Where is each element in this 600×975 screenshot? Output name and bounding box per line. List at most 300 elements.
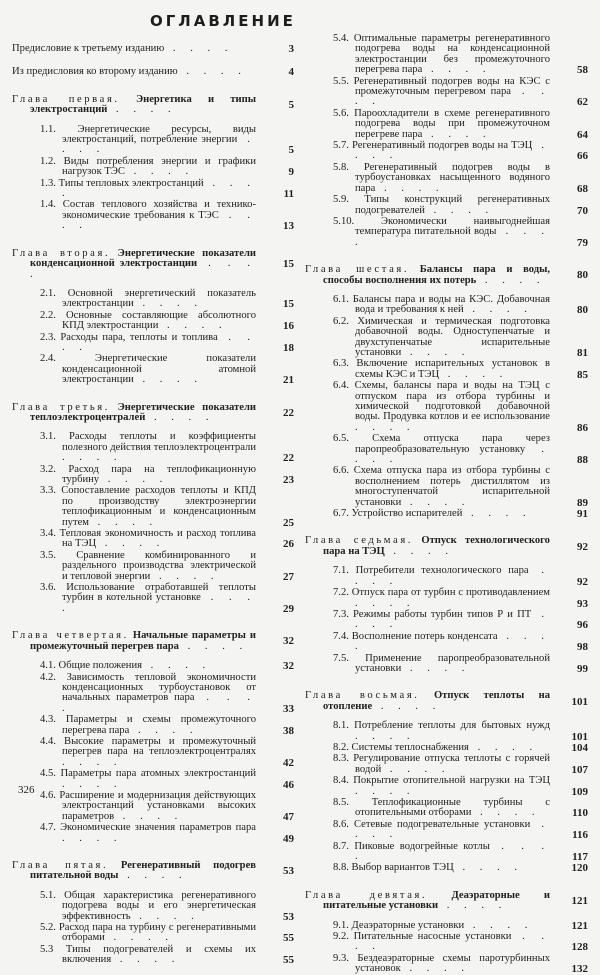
section-number: 3.6. [40, 582, 56, 594]
chapter-entry [12, 249, 294, 280]
dot-leader: . . . . [124, 166, 195, 178]
chapter-title: Регенеративный подогрев питательной воды [30, 860, 256, 882]
chapter-entry [12, 95, 294, 116]
section-entry [12, 465, 294, 486]
dot-leader: . . . . [355, 785, 416, 797]
entry-title [12, 249, 270, 280]
section-entry [12, 551, 294, 582]
page-ref: 121 [571, 919, 588, 932]
entry-title [40, 715, 270, 736]
chapter-entry [305, 691, 588, 712]
dot-leader: . . . . [142, 660, 212, 672]
page-ref: 38 [283, 724, 294, 737]
page-ref: 21 [283, 374, 294, 387]
page-ref: 4 [288, 66, 294, 79]
section-entry [305, 295, 588, 316]
chapter-label: Глава шестая. [305, 264, 410, 276]
dot-leader: . . . . [372, 700, 442, 712]
dot-leader: . . . . [438, 900, 508, 912]
entry-title [333, 195, 564, 216]
section-number: 5.9. [333, 194, 349, 206]
page-ref: 32 [283, 660, 294, 673]
dot-leader: . . . . [114, 810, 184, 822]
dot-leader: . . . . [62, 692, 256, 714]
section-number: 4.1. [40, 660, 56, 672]
section-entry [12, 769, 294, 790]
section-title: Устройство испарителей [351, 508, 463, 520]
section-entry [305, 820, 588, 841]
dot-leader: . . . . [401, 496, 471, 508]
section-entry [305, 381, 588, 433]
entry-title [333, 295, 564, 316]
entry-title [333, 109, 564, 140]
chapter-entry [12, 631, 294, 652]
section-entry [305, 109, 588, 140]
section-number: 8.1. [333, 720, 349, 732]
section-number: 9.1. [333, 919, 349, 931]
section-number: 4.3. [40, 714, 56, 726]
dot-leader: . . . . [129, 724, 199, 736]
entry-title [333, 317, 564, 359]
entry-title [40, 769, 270, 790]
section-number: 2.3. [40, 331, 56, 343]
page-ref: 98 [577, 641, 588, 654]
section-title: Пароохладители в схеме регенеративного подогрева воды при промежуточном перегреве пара [354, 107, 550, 140]
entry-title [40, 923, 270, 944]
section-entry [305, 921, 588, 931]
section-title: Химическая и термическая подготовка добавочной воды. Одноступенчатые и двухступенчатые испарительные установки [355, 315, 551, 358]
page-title: ОГЛАВЛЕНИЕ [150, 12, 296, 30]
entry-title [40, 583, 270, 614]
section-title: Выбор вариантов ТЭЦ [351, 862, 454, 874]
dot-leader: . . . . [355, 86, 550, 108]
page-ref: 5 [288, 144, 294, 157]
section-entry [305, 842, 588, 863]
dot-leader: . . . . [111, 954, 181, 966]
section-title: Режимы работы турбин типов Р и ПТ [353, 608, 532, 620]
section-title: Расход пара на турбину с регенеративными отборами [58, 922, 256, 944]
dot-leader: . . . . [164, 43, 234, 54]
section-entry [12, 354, 294, 385]
entry-title [40, 289, 270, 310]
toc-column-right [305, 25, 588, 975]
dot-leader: . . . . [62, 209, 257, 232]
page-ref: 58 [577, 64, 588, 77]
chapter-title: Энергетические показатели теплоэлектроцентралей [30, 401, 256, 423]
page-ref: 128 [571, 941, 588, 954]
chapter-entry [12, 861, 294, 882]
section-title: Использование отработавшей теплоты турбин в котельной установке [62, 582, 257, 604]
chapter-label: Глава восьмая. [305, 690, 420, 702]
section-number: 4.6. [40, 789, 56, 801]
section-entry [12, 311, 294, 332]
entry-title [333, 754, 564, 775]
dot-leader: . . . . [62, 331, 257, 353]
page-ref: 16 [283, 320, 294, 333]
entry-title [12, 861, 270, 882]
section-number: 5.7. [333, 140, 349, 152]
section-title: Балансы пара и воды на КЭС. Добавочная вода и требования к ней [352, 293, 550, 316]
dot-leader: . . . . [401, 662, 471, 674]
entry-title [40, 125, 270, 156]
page-ref: 5 [288, 99, 294, 112]
dot-leader: . . . . [384, 545, 454, 557]
entry-title [333, 34, 564, 76]
dot-leader: . . . . [89, 516, 159, 528]
section-number: 4.5. [40, 768, 56, 780]
dot-leader: . . . . [145, 411, 215, 423]
dot-leader: . . . . [30, 258, 257, 280]
section-title: Регенеративный подогрев воды на КЭС с промежуточным перегревом пара [353, 75, 550, 98]
section-title: Теплофикационные турбины с отопительными отборами [355, 797, 550, 819]
section-entry [12, 715, 294, 736]
section-title: Высокие параметры и промежуточный перегрев пара на теплоэлектроцентралях [62, 735, 256, 758]
section-title: Схема отпуска пара через паропреобразовательную установку [355, 433, 550, 455]
page-ref: 121 [571, 895, 588, 908]
section-title: Зависимость тепловой экономичности конденсационных турбоустановок от начальных параметров пара [62, 671, 256, 704]
page-ref: 85 [577, 368, 588, 381]
section-entry [12, 289, 294, 310]
page-ref: 81 [577, 346, 588, 359]
section-number: 2.2. [40, 309, 56, 321]
dot-leader: . . . . [177, 66, 247, 78]
page-ref: 93 [577, 597, 588, 610]
chapter-title: Отпуск технологического пара на ТЭЦ [323, 535, 550, 557]
dot-leader: . . . . [355, 630, 551, 653]
section-number: 6.1. [333, 293, 349, 305]
entry-title [305, 691, 564, 712]
section-entry [305, 721, 588, 742]
dot-leader: . . . . [462, 508, 532, 520]
dot-leader: . . . . [422, 64, 492, 76]
section-entry [12, 791, 294, 822]
dot-leader: . . . . [104, 932, 175, 944]
entry-title [333, 921, 564, 931]
page-ref: 117 [572, 851, 588, 864]
section-entry [305, 932, 588, 953]
entry-title [333, 743, 564, 753]
entry-title [40, 737, 270, 768]
page-ref: 47 [283, 810, 294, 823]
section-number: 7.4. [333, 630, 349, 642]
entry-title [40, 311, 270, 332]
section-number: 8.2. [333, 741, 349, 753]
section-number: 8.6. [333, 818, 349, 830]
entry-title [333, 610, 564, 631]
section-number: 5.8. [333, 161, 349, 173]
section-entry [305, 654, 588, 675]
page-ref: 68 [577, 182, 588, 195]
dot-leader: . . . . [62, 778, 123, 790]
entry-title [40, 179, 270, 200]
page-ref: 107 [571, 763, 588, 776]
section-entry [305, 466, 588, 508]
page-ref: 11 [283, 188, 294, 201]
section-entry [12, 661, 294, 671]
chapter-label: Глава первая. [12, 93, 120, 105]
section-title: Виды потребления энергии и графики нагрузок ТЭС [62, 155, 256, 178]
chapter-title: Деаэраторные и питательные установки [323, 889, 550, 912]
entry-title [333, 566, 564, 587]
section-title: Типы тепловых электростанций [58, 177, 204, 189]
dot-leader: . . . . [453, 862, 524, 874]
section-title: Включение испарительных установок в схемы КЭС и ТЭЦ [355, 358, 550, 380]
section-number: 4.7. [40, 822, 56, 834]
chapter-label: Глава четвертая. [12, 630, 129, 642]
section-entry [12, 333, 294, 354]
page-ref: 79 [577, 236, 588, 249]
dot-leader: . . . . [355, 140, 551, 162]
section-title: Применение паропреобразовательной установки [355, 652, 550, 674]
entry-title [40, 529, 270, 550]
entry-title [333, 381, 564, 433]
dot-leader: . . . . [400, 963, 470, 975]
section-title: Регенеративный подогрев воды в турбоустановках насыщенного водяного пара [355, 161, 550, 194]
page-ref: 96 [577, 619, 588, 632]
section-number: 4.4. [40, 735, 56, 747]
section-number: 3.1. [40, 431, 56, 443]
section-number: 1.2. [40, 155, 56, 167]
chapter-label: Глава третья. [12, 401, 110, 413]
dot-leader: . . . . [158, 320, 228, 332]
section-number: 6.6. [333, 465, 349, 477]
section-title: Основной энергетический показатель электростанции [62, 287, 256, 310]
entry-title [333, 654, 564, 675]
section-title: Основные составляющие абсолютного КПД электростанции [62, 309, 256, 332]
dot-leader: . . . . [62, 134, 256, 156]
dot-leader: . . . . [96, 538, 166, 550]
entry-title [40, 791, 270, 822]
page-ref: 42 [283, 756, 294, 769]
section-number: 5.6. [333, 107, 349, 119]
dot-leader: . . . . [62, 177, 256, 200]
section-title: Сравнение комбинированного и раздельного производства электрической и тепловой энергии [62, 549, 256, 582]
entry-title [305, 891, 564, 912]
entry-title [40, 945, 270, 966]
page-ref: 15 [283, 258, 294, 271]
section-title: Параметры и схемы промежуточного перегрева пара [62, 714, 256, 736]
section-entry [305, 195, 588, 216]
entry-title [333, 217, 564, 248]
page-ref: 92 [577, 540, 588, 553]
section-entry [12, 200, 294, 231]
page-ref: 55 [283, 932, 294, 945]
section-number: 6.5. [333, 433, 349, 445]
section-title: Отпуск пара от турбин с противодавлением [351, 587, 550, 599]
section-entry [12, 157, 294, 178]
entry-title [40, 551, 270, 582]
entry-title [40, 661, 270, 671]
dot-leader: . . . . [355, 730, 416, 742]
dot-leader: . . . . [355, 443, 550, 466]
section-entry [305, 588, 588, 609]
entry-title [333, 163, 564, 194]
section-title: Расход пара на теплофикационную турбину [62, 463, 256, 485]
dot-leader: . . . . [150, 570, 220, 582]
dot-leader: . . . . [464, 919, 534, 931]
page-ref: 25 [283, 516, 294, 529]
entry-text: Предисловие к третьему изданию [12, 43, 165, 54]
section-entry [305, 566, 588, 587]
section-entry [12, 125, 294, 156]
section-number: 8.8. [333, 862, 349, 874]
page-ref: 80 [577, 304, 588, 317]
entry-title [333, 77, 564, 108]
section-title: Расходы пара, теплоты и топлива [60, 331, 218, 343]
section-title: Схемы, балансы пара и воды на ТЭЦ с отпуском пара из отбора турбины и химической подготовкой добавочной воды. Продувка котлов и ее использование [354, 380, 550, 423]
section-title: Регенеративный подогрев воды на ТЭЦ [352, 140, 533, 152]
entry-title [40, 157, 270, 178]
section-entry [305, 509, 588, 519]
section-title: Расширение и модернизация действующих электростанций установками высоких параметров [59, 789, 256, 822]
page-ref: 70 [577, 204, 588, 217]
toc-column-left [12, 40, 294, 966]
section-number: 3.2. [40, 463, 56, 475]
page-ref: 116 [572, 829, 588, 842]
section-number: 1.3. [40, 177, 56, 189]
page-ref: 27 [283, 570, 294, 583]
page-ref: 53 [283, 865, 294, 878]
section-number: 6.4. [333, 380, 349, 392]
entry-title [40, 432, 270, 463]
page-ref: 13 [283, 220, 294, 233]
section-entry [12, 583, 294, 614]
page-ref: 32 [283, 635, 294, 648]
page-ref: 23 [283, 474, 294, 486]
page-ref: 104 [571, 741, 588, 754]
dot-leader: . . . . [355, 818, 551, 841]
section-number: 5.2. [40, 922, 56, 934]
page-ref: 80 [577, 269, 588, 282]
section-entry [305, 217, 588, 248]
page-ref: 15 [283, 298, 294, 311]
page-ref: 101 [571, 730, 588, 743]
section-entry [12, 737, 294, 768]
entry-title [40, 673, 270, 715]
entry-title [333, 721, 564, 742]
page-ref: 91 [577, 508, 588, 521]
section-number: 5.10. [333, 215, 355, 227]
section-entry [305, 954, 588, 975]
page-ref: 101 [571, 695, 588, 708]
section-number: 5.4. [333, 33, 349, 44]
entry-title [12, 631, 270, 652]
section-entry [305, 359, 588, 380]
chapter-title: Энергетика и типы электростанций [30, 93, 257, 116]
entry-title [40, 891, 270, 922]
page-ref: 53 [283, 910, 294, 923]
page-ref: 33 [283, 702, 294, 715]
entry-title [333, 632, 564, 653]
section-entry [305, 610, 588, 631]
section-number: 1.1. [40, 123, 56, 135]
section-entry [305, 754, 588, 775]
section-entry [12, 923, 294, 944]
section-number: 6.2. [333, 315, 349, 327]
section-entry [305, 34, 588, 76]
chapter-label: Глава пятая. [12, 860, 109, 871]
section-title: Общая характеристика регенеративного подогрева воды и его энергетическая эффективность [62, 889, 256, 922]
chapter-title: Балансы пара и воды, способы восполнения их потерь [323, 264, 550, 286]
section-number: 6.3. [333, 358, 349, 370]
entry-title [12, 403, 270, 424]
chapter-entry [12, 403, 294, 424]
section-entry [12, 179, 294, 200]
dot-leader: . . . . [99, 474, 169, 485]
entry-title [305, 536, 564, 557]
chapter-label: Глава вторая. [12, 247, 111, 259]
section-title: Состав теплового хозяйства и технико-экономические требования к ТЭС [62, 199, 256, 221]
entry-title [333, 141, 564, 162]
page-ref: 92 [577, 575, 588, 588]
section-title: Экономически наивыгоднейшая температура питательной воды [355, 215, 550, 238]
section-number: 5.5. [333, 75, 349, 87]
section-title: Сопоставление расходов теплоты и КПД по производству электроэнергии теплофикационным и конденсационным путем [61, 485, 256, 528]
section-title: Сетевые подогревательные установки [353, 818, 531, 830]
section-title: Регулирование отпуска теплоты с горячей водой [353, 753, 550, 775]
section-title: Типы подогревателей и схемы их включения [62, 943, 256, 966]
section-title: Схема отпуска пара из отбора турбины с восполнением потерь дистиллятом из многоступенчатой испарительной установки [353, 465, 551, 508]
section-entry [305, 863, 588, 873]
page-ref: 49 [283, 832, 294, 845]
entry-title [333, 820, 564, 841]
section-number: 8.7. [333, 840, 349, 852]
section-entry [305, 77, 588, 108]
section-number: 3.3. [40, 485, 56, 497]
section-title: Типы конструкций регенеративных подогревателей [355, 194, 550, 216]
section-title: Параметры пара атомных электростанций [60, 768, 256, 780]
section-title: Энергетические показатели конденсационной атомной электростанции [62, 353, 256, 386]
section-title: Расходы теплоты и коэффициенты полезного действия теплоэлектроцентрали [62, 431, 256, 453]
entry-title [40, 354, 270, 385]
page-ref: 109 [571, 785, 588, 798]
entry-title [333, 842, 564, 863]
page-ref: 86 [577, 421, 588, 434]
section-number: 5.3 [40, 943, 54, 955]
section-entry [12, 432, 294, 463]
entry-title [40, 333, 270, 354]
section-title: Пиковые водогрейные котлы [354, 840, 490, 852]
dot-leader: . . . . [468, 741, 539, 753]
dot-leader: . . . . [401, 346, 471, 358]
page-ref: 18 [283, 341, 294, 354]
section-entry [12, 673, 294, 715]
page-ref: 89 [577, 496, 588, 509]
section-title: Бездеаэраторные схемы паротурбинных установок [355, 952, 550, 975]
entry-title [40, 465, 270, 486]
section-entry [305, 776, 588, 797]
entry-title [333, 509, 564, 519]
chapter-label: Глава девятая. [305, 889, 428, 901]
section-number: 6.7. [333, 508, 349, 520]
page-ref: 99 [577, 662, 588, 675]
dot-leader: . . . . [476, 274, 546, 286]
chapter-entry [305, 536, 588, 557]
section-entry [305, 141, 588, 162]
chapter-label: Глава седьмая. [305, 535, 414, 547]
page-ref: 110 [572, 807, 588, 820]
section-number: 7.2. [333, 587, 349, 599]
page-ref: 9 [288, 166, 294, 179]
section-number: 7.3. [333, 608, 349, 620]
section-title: Деаэраторные установки [351, 919, 465, 931]
entry-title [333, 466, 564, 508]
dot-leader: . . . . [178, 640, 249, 652]
entry-title [333, 932, 564, 953]
dot-leader: . . . . [355, 931, 551, 953]
section-number: 8.3. [333, 753, 349, 765]
dot-leader: . . . . [133, 374, 203, 386]
